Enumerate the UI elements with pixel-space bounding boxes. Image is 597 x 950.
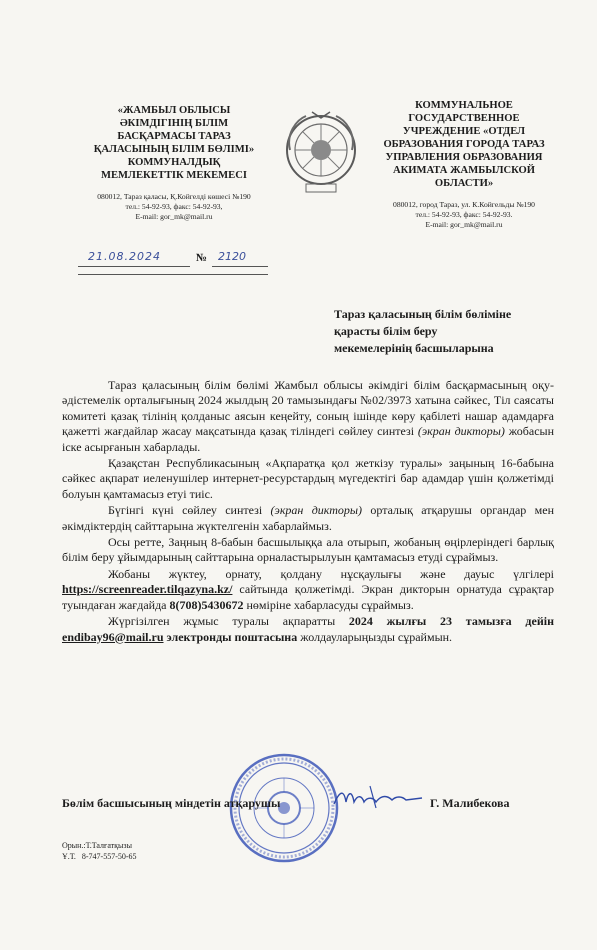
registration-underline	[78, 274, 268, 275]
paragraph-6	[62, 614, 554, 645]
address-kk	[62, 192, 286, 222]
p6-text: Жүргізілген жұмыс туралы ақпаратты	[108, 614, 349, 629]
executor-info	[62, 840, 137, 862]
address-ru-line-3: E-mail: gor_mk@mail.ru	[425, 220, 503, 229]
p3-text-end: орталық атқарушы органдар мен әкімдіктердің сайттарына жүктелгенін хабарлаймыз.	[62, 503, 554, 533]
paragraph-1	[62, 378, 554, 455]
org-name-kk-5: КОММУНАЛДЫҚ	[127, 157, 221, 168]
registration-number: 2120	[218, 250, 246, 263]
p6-text-end: жолдауларыңызды сұраймын.	[297, 629, 453, 644]
number-underline	[212, 266, 268, 267]
executor-phone-line	[62, 851, 137, 862]
org-name-kk-4: ҚАЛАСЫНЫҢ БІЛІМ БӨЛІМІ»	[93, 144, 255, 155]
org-name-ru-2: ГОСУДАРСТВЕННОЕ	[408, 113, 520, 124]
paragraph-3	[62, 503, 554, 534]
address-ru-line-2: тел.: 54-92-93, факс: 54-92-93.	[415, 210, 513, 219]
registration-date: 21.08.2024	[88, 250, 161, 263]
org-name-ru-5: УПРАВЛЕНИЯ ОБРАЗОВАНИЯ	[385, 152, 543, 163]
paragraph-4: Осы ретте, Заңның 8-бабын басшылыққа ала отырып, жобаның өңірлеріндегі барлық білім беру ұйымдарының сайттарына орналастырылуын қамтамасыз етуді сұраймыз.	[62, 535, 554, 565]
header-left-kazakh	[62, 104, 286, 222]
p5-text-end: нөміріне хабарласуды сұраймыз.	[243, 597, 414, 612]
signatory-title: Бөлім басшысының міндетін атқарушы	[62, 796, 281, 810]
addressee-line-1: Тараз қаласының білім бөліміне	[334, 307, 512, 321]
letter-body	[62, 378, 554, 645]
paragraph-5	[62, 567, 554, 613]
addressee-block	[334, 306, 574, 357]
p5-text: Жобаны жүктеу, орнату, қолдану нұсқаулығы және дауыс үлгілері	[108, 566, 554, 581]
executor-name: Т.Талғатқызы	[85, 841, 132, 850]
address-kk-line-2: тел.: 54-92-93, факс: 54-92-93,	[125, 202, 223, 211]
report-email-link[interactable]: endibay96@mail.ru	[62, 629, 164, 644]
state-emblem-icon	[282, 110, 360, 194]
number-sign: №	[196, 252, 208, 264]
handwritten-signature-icon	[330, 782, 430, 814]
addressee-line-2: қарасты білім беру	[334, 324, 438, 338]
address-ru	[360, 200, 568, 230]
deadline-date: 2024 жылғы 23 тамызға дейін	[348, 614, 554, 629]
p5-text-mid: сайтында қолжетімді. Экран дикторын орнатуда сұрақтар туындаған жағдайда	[62, 582, 554, 612]
addressee-line-3: мекемелерінің басшыларына	[334, 341, 494, 355]
p3-text: Бүгінгі күні сөйлеу синтезі	[108, 503, 271, 518]
p1-text-end: жобасын іске асырғанын хабарлады.	[62, 424, 555, 454]
p1-text: Тараз қаласының білім бөлімі Жамбыл облысы әкімдігі білім басқармасының оқу-әдістемелік орталығының 2024 жылдың 20 тамызындағы №02/3973 хатына сәйкес, Тіл саясаты комитеті қазақ тілінің қолданыс аясын кеңейту, соның ішінде көру қабілеті нашар адамдарға қажетті жағдайлар жасау мақсатында қазақ тіліндегі сөйлеу синтезі	[62, 378, 554, 439]
signatory-name: Г. Малибекова	[430, 796, 510, 810]
phone-label: Ұ.Т.	[62, 852, 76, 861]
p1-italic: (экран дикторы)	[417, 424, 505, 439]
executor-line	[62, 840, 137, 851]
p6-bold: электронды поштасына	[163, 629, 298, 644]
date-underline	[78, 266, 190, 267]
org-name-kk-6: МЕМЛЕКЕТТІК МЕКЕМЕСІ	[100, 170, 247, 181]
address-kk-line-3: E-mail: gor_mk@mail.ru	[135, 212, 213, 221]
org-name-kk-3: БАСҚАРМАСЫ ТАРАЗ	[117, 131, 231, 142]
org-name-ru-1: КОММУНАЛЬНОЕ	[415, 100, 513, 111]
org-name-kk-1: «ЖАМБЫЛ ОБЛЫСЫ	[117, 105, 231, 116]
org-name-ru-6: АКИМАТА ЖАМБЫЛСКОЙ	[392, 165, 536, 176]
screenreader-link[interactable]: https://screenreader.tilqazyna.kz/	[62, 582, 233, 597]
contact-phone: 8(708)5430672	[169, 597, 244, 612]
executor-phone: 8-747-557-50-65	[81, 852, 137, 861]
header-right-russian	[360, 99, 568, 230]
paragraph-2: Қазақстан Республикасының «Ақпаратқа қол жеткізу туралы» заңының 16-бабына сәйкес ақпарат иеленушілер интернет-ресурстардың мүгедектігі бар адамдар үшін қолжетімді болуын қамтамасыз етуі тиіс.	[62, 456, 554, 501]
p3-italic: (экран дикторы)	[270, 503, 363, 518]
address-ru-line-1: 080012, город Тараз, ул. К.Койгельды №190	[393, 200, 535, 209]
registration-line	[78, 250, 268, 272]
org-name-kk-2: ӘКІМДІГІНІҢ БІЛІМ	[119, 118, 229, 129]
org-name-ru-4: ОБРАЗОВАНИЯ ГОРОДА ТАРАЗ	[383, 139, 545, 150]
executor-label: Орын.:	[62, 841, 86, 850]
org-name-ru-3: УЧРЕЖДЕНИЕ «ОТДЕЛ	[402, 126, 526, 137]
address-kk-line-1: 080012, Тараз қаласы, Қ.Койгелді көшесі №190	[97, 192, 251, 201]
org-name-ru-7: ОБЛАСТИ»	[434, 178, 494, 189]
